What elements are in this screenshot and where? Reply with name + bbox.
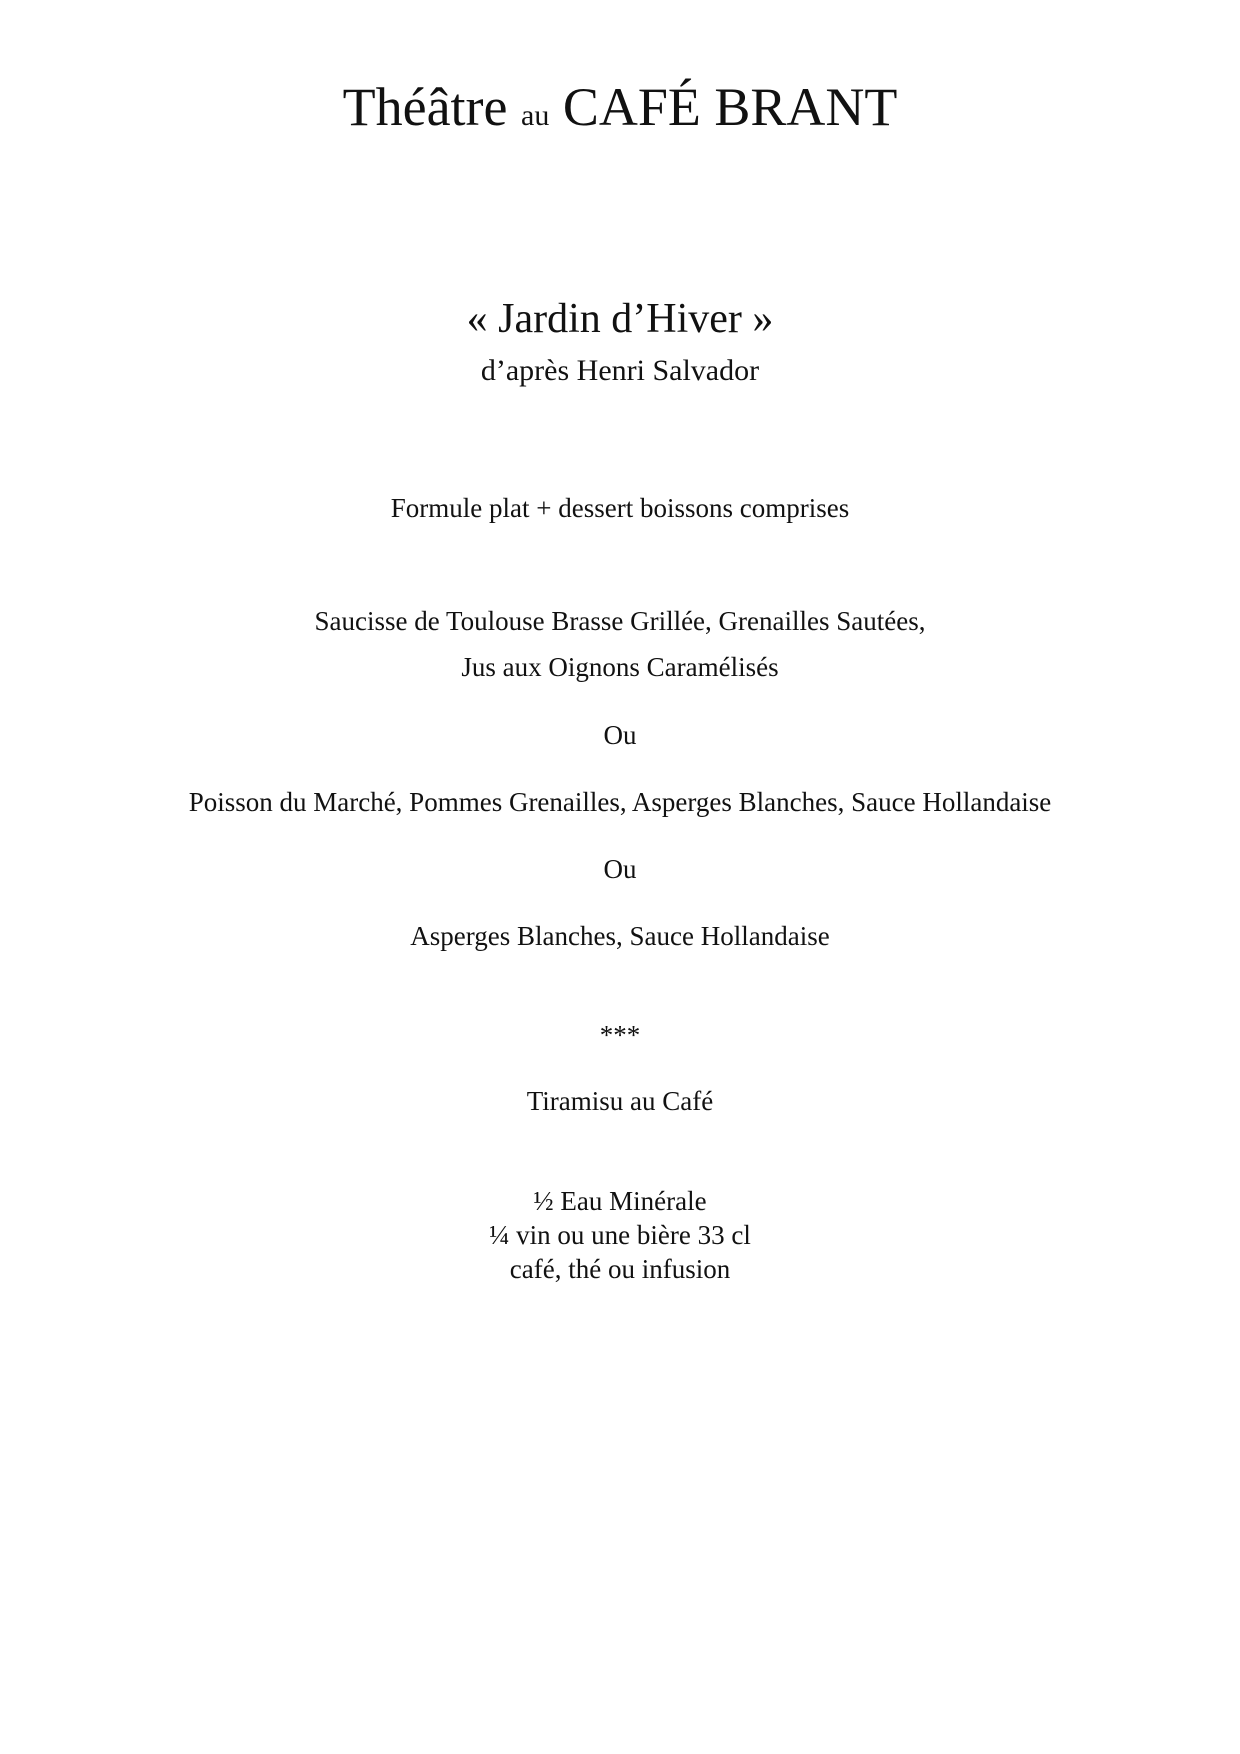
show-title: « Jardin d’Hiver » <box>466 296 774 342</box>
dish-1-line-2: Jus aux Oignons Caramélisés <box>461 652 779 682</box>
separator-or-1: Ou <box>603 720 637 750</box>
dish-2: Poisson du Marché, Pommes Grenailles, Asperges Blanches, Sauce Hollandaise <box>188 787 1052 817</box>
page-title <box>0 77 1240 137</box>
dessert: Tiramisu au Café <box>526 1086 714 1116</box>
separator-or-2: Ou <box>603 854 637 884</box>
drink-hot: café, thé ou infusion <box>509 1254 731 1284</box>
dish-1-line-1: Saucisse de Toulouse Brasse Grillée, Grenailles Sautées, <box>314 606 926 636</box>
title-cafe-brant: CAFÉ BRANT <box>562 77 898 137</box>
show-subtitle: d’après Henri Salvador <box>480 354 760 387</box>
dish-3: Asperges Blanches, Sauce Hollandaise <box>410 921 830 951</box>
section-divider: *** <box>599 1020 641 1050</box>
title-au: au <box>521 99 550 132</box>
title-theatre: Théâtre <box>342 77 508 137</box>
drink-wine-beer: ¼ vin ou une bière 33 cl <box>489 1220 751 1250</box>
formula-text: Formule plat + dessert boissons comprises <box>390 493 850 523</box>
drink-water: ½ Eau Minérale <box>533 1186 707 1216</box>
